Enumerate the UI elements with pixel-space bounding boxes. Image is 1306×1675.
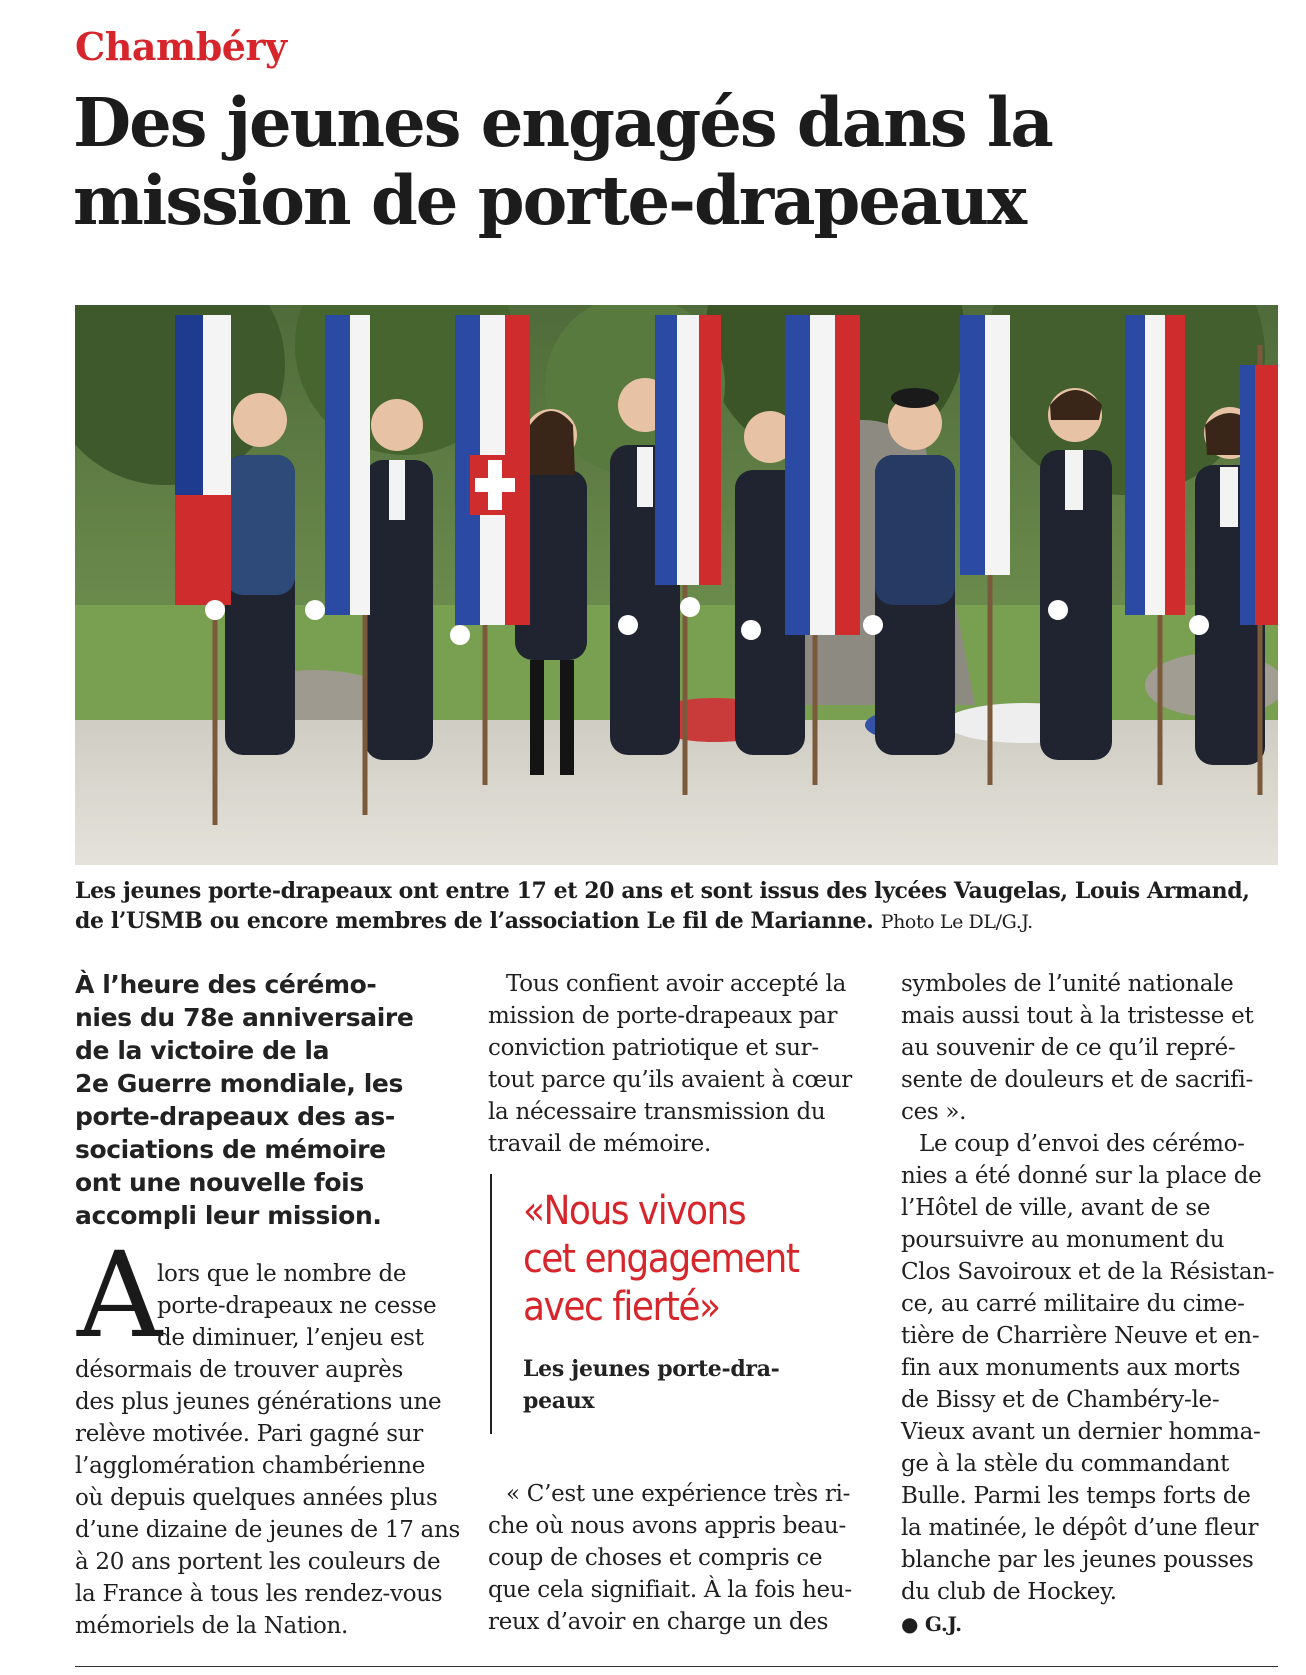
headline	[73, 84, 1223, 240]
body-line: au souvenir de ce qu’il repré-	[901, 1035, 1236, 1061]
headline-line: mission de porte-drapeaux	[73, 161, 1026, 240]
body-column-3	[901, 968, 1281, 1640]
body-line: de Bissy et de Chambéry-le-	[901, 1387, 1220, 1413]
lede-line: accompli leur mission.	[75, 1201, 382, 1230]
body-line: l’agglomération chambérienne	[75, 1453, 426, 1479]
attribution-line: peaux	[523, 1388, 595, 1414]
body-line: Le coup d’envoi des cérémo-	[919, 1131, 1245, 1157]
drop-cap: A	[77, 1226, 163, 1364]
body-line: que cela signifiait. À la fois heu-	[488, 1577, 852, 1603]
body-column-1	[75, 1258, 460, 1642]
photo-caption	[75, 876, 1275, 937]
body-line: ge à la stèle du commandant	[901, 1451, 1230, 1477]
body-line: reux d’avoir en charge un des	[488, 1609, 829, 1635]
body-line: ce, au carré militaire du cime-	[901, 1291, 1245, 1317]
pullquote-line: cet engagement	[523, 1236, 799, 1282]
body-line: mais aussi tout à la tristesse et	[901, 1003, 1254, 1029]
body-line: mémoriels de la Nation.	[75, 1613, 349, 1639]
pullquote-rule	[490, 1174, 492, 1434]
lede-line: sociations de mémoire	[75, 1135, 386, 1164]
body-line: relève motivée. Pari gagné sur	[75, 1421, 423, 1447]
body-line: mission de porte-drapeaux par	[488, 1003, 838, 1029]
body-line: tout parce qu’ils avaient à cœur	[488, 1067, 852, 1093]
body-column-2-bottom	[488, 1478, 868, 1638]
pullquote-line: avec fierté»	[523, 1284, 720, 1330]
body-line: Tous confient avoir accepté la	[506, 971, 846, 997]
body-line: des plus jeunes générations une	[75, 1389, 442, 1415]
body-line: la matinée, le dépôt d’une fleur	[901, 1515, 1259, 1541]
body-line: lors que le nombre de	[157, 1261, 407, 1287]
author-signature: ● G.J.	[901, 1612, 962, 1636]
headline-line: Des jeunes engagés dans la	[73, 83, 1052, 162]
body-line: Vieux avant un dernier homma-	[901, 1419, 1261, 1445]
body-line: tière de Charrière Neuve et en-	[901, 1323, 1260, 1349]
body-line: « C’est une expérience très ri-	[506, 1481, 851, 1507]
body-line: désormais de trouver auprès	[75, 1357, 403, 1383]
body-line: où depuis quelques années plus	[75, 1485, 438, 1511]
body-line: symboles de l’unité nationale	[901, 971, 1234, 997]
attribution-line: Les jeunes porte-dra-	[523, 1356, 780, 1382]
body-line: Bulle. Parmi les temps forts de	[901, 1483, 1251, 1509]
body-line: che où nous avons appris beau-	[488, 1513, 846, 1539]
body-line: d’une dizaine de jeunes de 17 ans	[75, 1517, 460, 1543]
body-line: la nécessaire transmission du	[488, 1099, 826, 1125]
ceremony-photo	[75, 305, 1278, 865]
lede-line: ont une nouvelle fois	[75, 1168, 364, 1197]
body-line: Clos Savoiroux et de la Résistan-	[901, 1259, 1275, 1285]
lede-line: nies du 78e anniversaire	[75, 1003, 414, 1032]
section-rubric: Chambéry	[75, 24, 287, 69]
body-line: coup de choses et compris ce	[488, 1545, 823, 1571]
body-line: ces ».	[901, 1099, 967, 1125]
lede-line: 2e Guerre mondiale, les	[75, 1069, 403, 1098]
pullquote-attribution	[523, 1353, 863, 1417]
lede-line: porte-drapeaux des as-	[75, 1102, 395, 1131]
body-line: nies a été donné sur la place de	[901, 1163, 1262, 1189]
body-line: poursuivre au monument du	[901, 1227, 1225, 1253]
body-column-2-top	[488, 968, 868, 1160]
body-line: porte-drapeaux ne cesse	[157, 1293, 437, 1319]
lede-line: de la victoire de la	[75, 1036, 330, 1065]
body-line: du club de Hockey.	[901, 1579, 1117, 1605]
caption-text: Les jeunes porte-drapeaux ont entre 17 et 20 ans et sont issus des lycées Vaugelas, Louis Armand, de l’USMB ou encore membres de l’association Le fil de Marianne.	[75, 878, 1250, 934]
body-line: sente de douleurs et de sacrifi-	[901, 1067, 1253, 1093]
lede-line: À l’heure des cérémo-	[75, 970, 377, 999]
bottom-rule	[75, 1666, 1278, 1667]
body-line: travail de mémoire.	[488, 1131, 711, 1157]
body-line: conviction patriotique et sur-	[488, 1035, 819, 1061]
body-line: de diminuer, l’enjeu est	[157, 1325, 424, 1351]
body-line: fin aux monuments aux morts	[901, 1355, 1241, 1381]
pullquote	[523, 1187, 883, 1331]
article-lede	[75, 968, 455, 1232]
body-line: à 20 ans portent les couleurs de	[75, 1549, 441, 1575]
pullquote-line: «Nous vivons	[523, 1188, 746, 1234]
photo-credit: Photo Le DL/G.J.	[880, 911, 1033, 933]
signature-text: G.J.	[924, 1612, 962, 1636]
body-line: blanche par les jeunes pousses	[901, 1547, 1254, 1573]
body-line: l’Hôtel de ville, avant de se	[901, 1195, 1211, 1221]
body-line: la France à tous les rendez-vous	[75, 1581, 443, 1607]
